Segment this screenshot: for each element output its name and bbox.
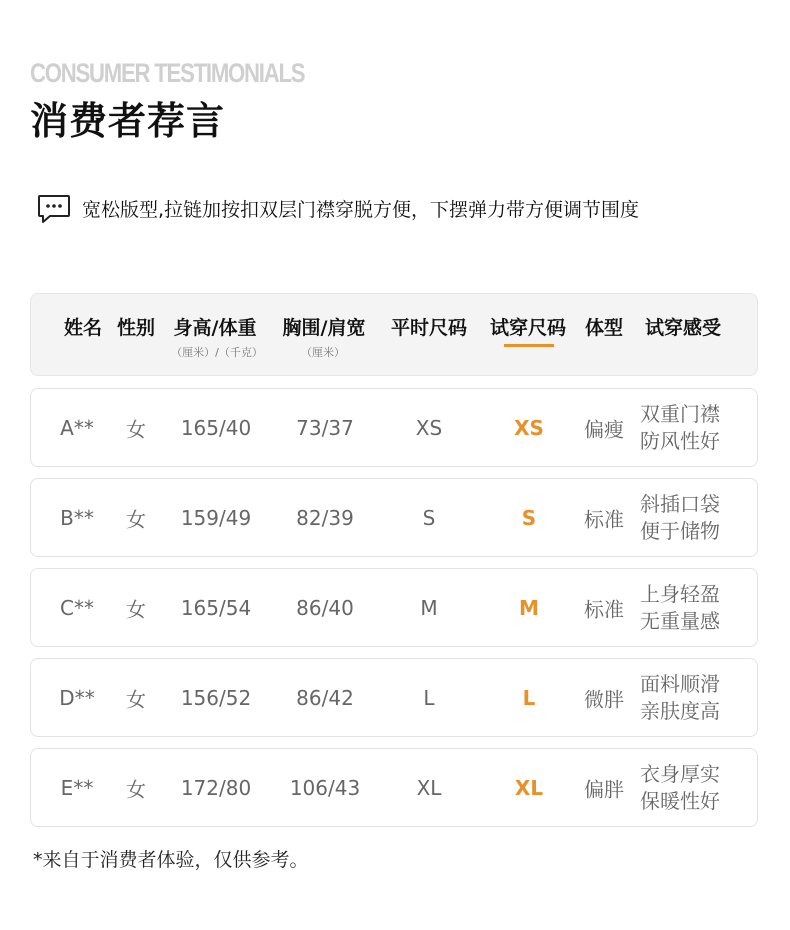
table-row [30,568,758,647]
cell-try-size: XL [514,775,544,800]
feel-line-1: 双重门襟 [640,401,720,426]
column-subheader-chest-shoulder: （厘米） [301,346,345,359]
english-section-title: CONSUMER TESTIMONIALS [30,58,305,88]
cell-gender: 女 [126,417,146,441]
section-title: 消费者荐言 [30,99,226,143]
cell-chest-shoulder: 86/42 [296,685,354,710]
cell-body-type: 偏胖 [584,777,624,801]
table-row [30,748,758,827]
cell-usual-size: M [420,595,438,620]
cell-feel [640,761,720,815]
feel-line-2: 防风性好 [640,428,720,453]
feel-line-2: 亲肤度高 [640,698,720,723]
cell-name: E** [60,775,94,800]
cell-name: C** [60,595,94,620]
cell-gender: 女 [126,597,146,621]
cell-height-weight: 165/40 [180,415,252,440]
cell-gender: 女 [126,777,146,801]
column-header-name: 姓名 [63,317,103,339]
feel-line-1: 面料顺滑 [640,671,720,696]
cell-height-weight: 159/49 [180,505,252,530]
cell-body-type: 偏瘦 [584,417,624,441]
cell-body-type: 标准 [584,507,624,531]
cell-height-weight: 165/54 [180,595,252,620]
cell-feel [640,581,720,635]
cell-body-type: 微胖 [584,687,624,711]
column-header-feel: 试穿感受 [644,317,722,339]
column-header-chest-shoulder: 胸围/肩宽 [282,317,366,339]
table-row [30,658,758,737]
column-header-usual-size: 平时尺码 [390,317,468,339]
cell-feel [640,671,720,725]
comment-dots-icon [37,194,71,224]
feel-line-1: 上身轻盈 [640,581,720,606]
cell-chest-shoulder: 86/40 [296,595,354,620]
cell-usual-size: L [423,685,435,710]
cell-usual-size: XL [416,775,442,800]
cell-chest-shoulder: 73/37 [296,415,354,440]
product-tip-text: 宽松版型,拉链加按扣双层门襟穿脱方便，下摆弹力带方便调节围度 [82,199,640,221]
cell-height-weight: 172/80 [180,775,252,800]
cell-usual-size: S [422,505,436,530]
try-size-underline [504,344,554,347]
cell-feel [640,401,720,455]
column-subheader-height-weight: （厘米）/（千克） [171,346,263,359]
cell-gender: 女 [126,687,146,711]
table-header [30,293,758,376]
cell-try-size: M [519,595,539,620]
feel-line-1: 衣身厚实 [640,761,720,786]
cell-name: A** [60,415,94,440]
cell-chest-shoulder: 82/39 [296,505,354,530]
footnote: *来自于消费者体验，仅供参考。 [33,849,309,871]
column-header-height-weight: 身高/体重 [173,317,257,339]
cell-name: B** [60,505,94,530]
cell-body-type: 标准 [584,597,624,621]
cell-try-size: XS [514,415,544,440]
table-row [30,478,758,557]
column-header-gender: 性别 [116,317,156,339]
cell-try-size: L [522,685,536,710]
cell-try-size: S [521,505,537,530]
cell-name: D** [59,685,95,710]
cell-feel [640,491,720,545]
column-header-try-size: 试穿尺码 [489,317,567,339]
feel-line-2: 便于储物 [640,518,720,543]
feel-line-2: 无重量感 [640,608,720,633]
feel-line-2: 保暖性好 [640,788,720,813]
cell-gender: 女 [126,507,146,531]
column-header-body-type: 体型 [584,317,624,339]
table-row [30,388,758,467]
cell-chest-shoulder: 106/43 [289,775,361,800]
feel-line-1: 斜插口袋 [640,491,720,516]
cell-usual-size: XS [415,415,443,440]
cell-height-weight: 156/52 [180,685,252,710]
